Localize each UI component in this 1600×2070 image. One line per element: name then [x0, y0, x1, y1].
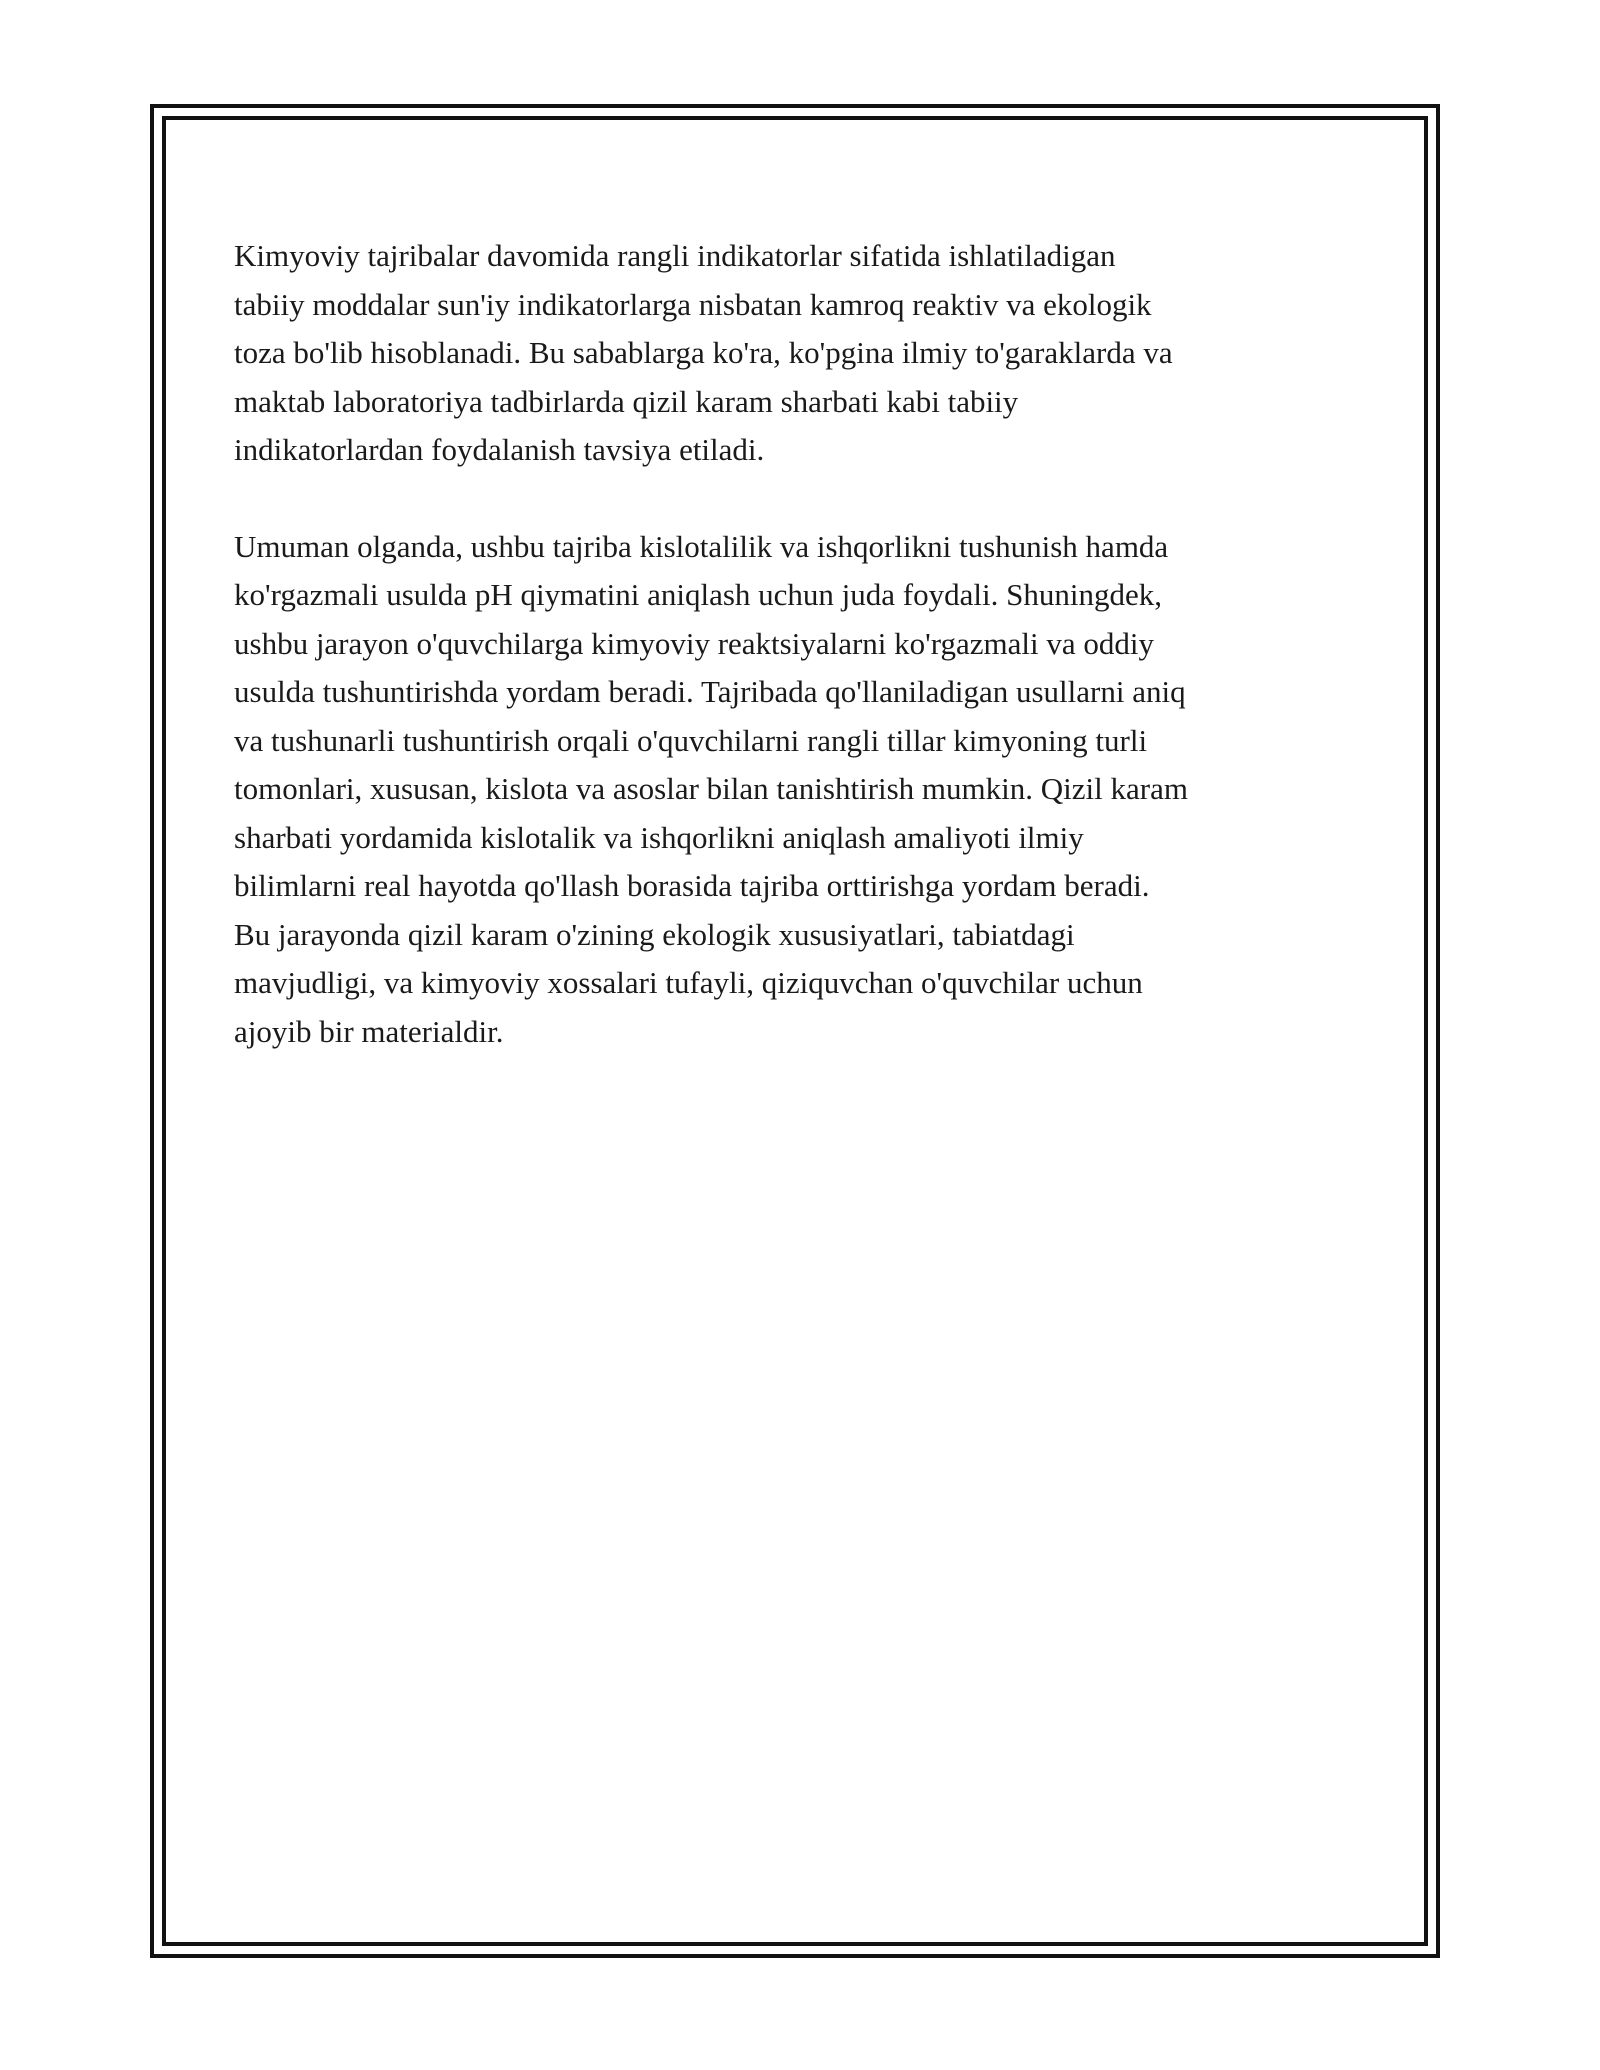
text-line: tabiiy moddalar sun'iy indikatorlarga nisbatan kamroq reaktiv va ekologik [234, 286, 1152, 322]
text-line: ko'rgazmali usulda pH qiymatini aniqlash uchun juda foydali. Shuningdek, [234, 577, 1162, 612]
text-line: Bu jarayonda qizil karam o'zining ekologik xususiyatlari, tabiatdagi [234, 916, 1075, 952]
text-line: maktab laboratoriya tadbirlarda qizil karam sharbati kabi tabiiy [234, 383, 1019, 419]
text-line: sharbati yordamida kislotalik va ishqorlikni aniqlash amaliyoti ilmiy [234, 819, 1084, 855]
text-line: bilimlarni real hayotda qo'llash borasida tajriba orttirishga yordam beradi. [234, 868, 1150, 903]
text-line: indikatorlardan foydalanish tavsiya etiladi. [234, 432, 765, 467]
text-line: Umuman olganda, ushbu tajriba kislotalilik va ishqorlikni tushunish hamda [234, 528, 1169, 564]
text-line: mavjudligi, va kimyoviy xossalari tufayli, qiziquvchan o'quvchilar uchun [234, 965, 1143, 1000]
text-line: tomonlari, xususan, kislota va asoslar bilan tanishtirish mumkin. Qizil karam [234, 771, 1188, 806]
text-line: toza bo'lib hisoblanadi. Bu sabablarga ko'ra, ko'pgina ilmiy to'garaklarda va [234, 335, 1173, 370]
document-body [234, 232, 1364, 1104]
text-line: va tushunarli tushuntirish orqali o'quvchilarni rangli tillar kimyoning turli [234, 722, 1148, 758]
text-line: ushbu jarayon o'quvchilarga kimyoviy reaktsiyalarni ko'rgazmali va oddiy [234, 625, 1154, 661]
text-line: usulda tushuntirishda yordam beradi. Tajribada qo'llaniladigan usullarni aniq [234, 674, 1186, 709]
text-line: ajoyib bir materialdir. [234, 1013, 504, 1049]
paragraph-2 [234, 523, 1364, 1057]
text-line: Kimyoviy tajribalar davomida rangli indikatorlar sifatida ishlatiladigan [234, 238, 1116, 273]
paragraph-1 [234, 232, 1364, 475]
